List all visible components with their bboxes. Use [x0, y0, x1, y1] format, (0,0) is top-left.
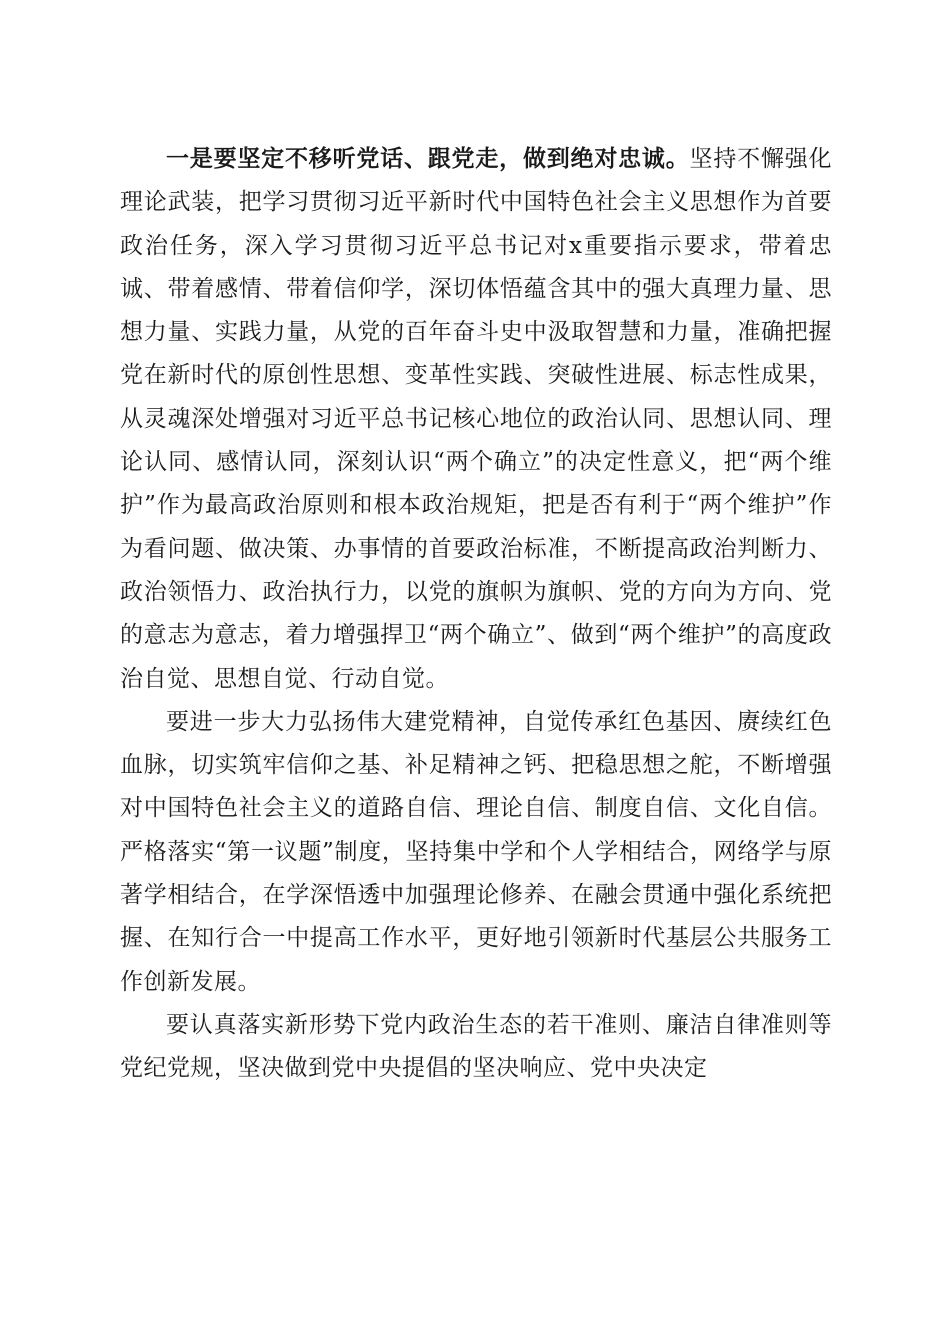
- paragraph-1-lead: 一是要坚定不移听党话、跟党走，做到绝对忠诚。: [166, 145, 690, 172]
- document-body: [120, 137, 832, 1091]
- paragraph-2: 要进一步大力弘扬伟大建党精神，自觉传承红色基因、赓续红色血脉，切实筑牢信仰之基、补足精神之钙、把稳思想之舵，不断增强对中国特色社会主义的道路自信、理论自信、制度自信、文化自信。严格落实“第一议题”制度，坚持集中学和个人学相结合，网络学与原著学相结合，在学深悟透中加强理论修养、在融会贯通中强化系统把握、在知行合一中提高工作水平，更好地引领新时代基层公共服务工作创新发展。: [120, 708, 832, 995]
- paragraph-3: 要认真落实新形势下党内政治生态的若干准则、廉洁自律准则等党纪党规，坚决做到党中央提倡的坚决响应、党中央决定: [120, 1011, 832, 1082]
- paragraph-1: [120, 137, 832, 701]
- paragraph-1-body: 坚持不懈强化理论武装，把学习贯彻习近平新时代中国特色社会主义思想作为首要政治任务，深入学习贯彻习近平总书记对x重要指示要求，带着忠诚、带着感情、带着信仰学，深切体悟蕴含其中的强大真理力量、思想力量、实践力量，从党的百年奋斗史中汲取智慧和力量，准确把握党在新时代的原创性思想、变革性实践、突破性进展、标志性成果，从灵魂深处增强对习近平总书记核心地位的政治认同、思想认同、理论认同、感情认同，深刻认识“两个确立”的决定性意义，把“两个维护”作为最高政治原则和根本政治规矩，把是否有利于“两个维护”作为看问题、做决策、办事情的首要政治标准，不断提高政治判断力、政治领悟力、政治执行力，以党的旗帜为旗帜、党的方向为方向、党的意志为意志，着力增强捍卫“两个确立”、做到“两个维护”的高度政治自觉、思想自觉、行动自觉。: [120, 146, 833, 692]
